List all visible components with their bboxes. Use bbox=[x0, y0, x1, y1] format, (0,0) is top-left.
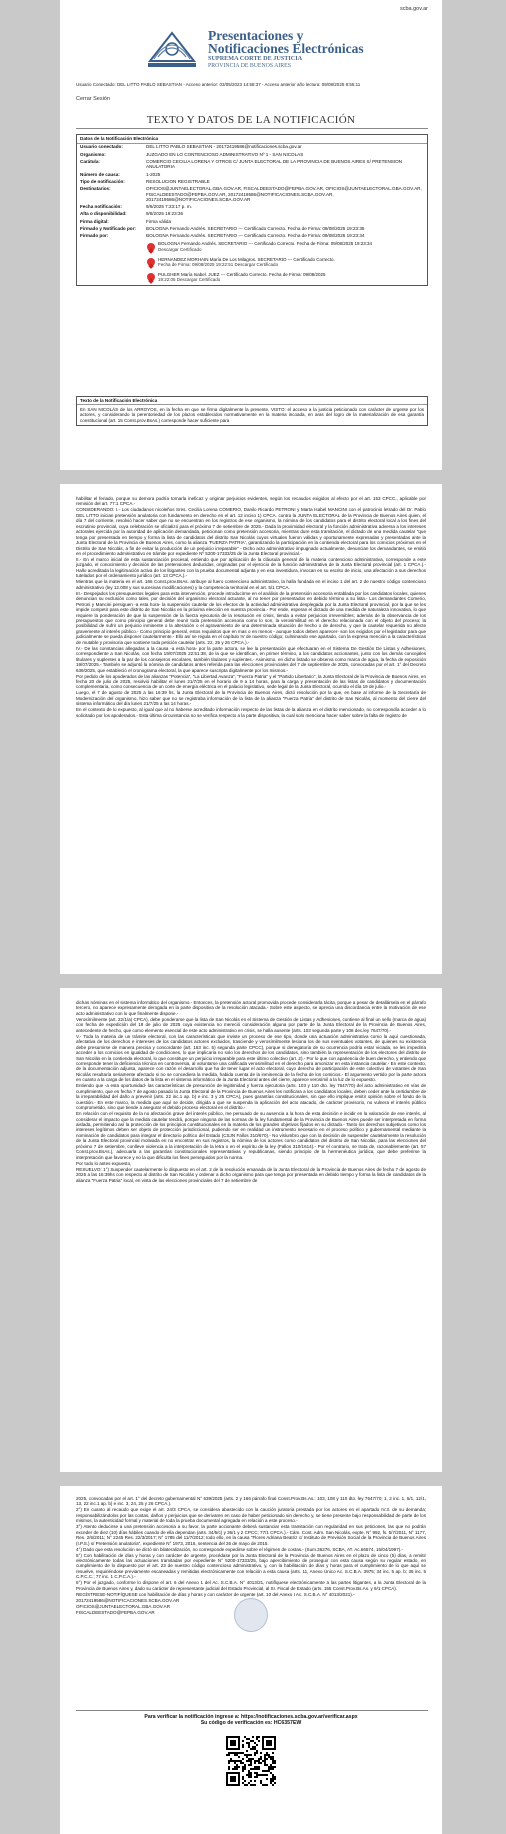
document-page-4 bbox=[60, 1486, 442, 1834]
title-divider bbox=[76, 128, 428, 129]
document-page-3 bbox=[60, 988, 442, 1472]
signature-entry bbox=[147, 270, 427, 285]
metadata-key: Carátula: bbox=[80, 158, 100, 164]
metadata-key: Firma digital: bbox=[80, 218, 109, 224]
signature-entry bbox=[147, 255, 427, 270]
metadata-value: BOLOGNA Fernando Andrés. SECRETARIO --- Certificado Correcto. Fecha de Firma: 09/08/2025 19:23:34 bbox=[146, 233, 365, 239]
verification-block bbox=[90, 1714, 412, 1727]
metadata-row bbox=[77, 151, 427, 158]
metadata-row bbox=[77, 232, 427, 239]
metadata-row bbox=[77, 185, 427, 203]
metadata-row bbox=[77, 158, 427, 171]
body-paragraph: IV.- De las constancias allegadas a la causa -a esta hora- por la parte actora, se lee la presentación que efectuaran en el Sistema De Gestión De Listas y Adhesiones, correspondiente a San Nicolás, con fecha 19/07/2025 22:51:38, de la que se identifican, en primer término, a los candidatos accionantes, junto con los demás concejales titulares y suplentes a la par de los consejeros escolares, también titulares y suplentes.- Asimismo, en dicho listado se observa como marca de agua, la fecha de exposición 19/07/2025.- También se adjuntó la nómina de candidatos antes referida para las elecciones provinciales del 7 de septiembre de 2025, convocadas por el art. 1° del Decreto 639/2025, que estableció el cronograma electoral, la que aparece suscripta digitalmente por los mismos.- bbox=[76, 645, 426, 673]
body-paragraph: 5°) Con habilitación de días y horas y con carácter de urgente, procédase por la Junta Electoral de la Provincia de Buenos Aires en el plazo de cinco (5) días, a remitir electrónicamente todas las actuaciones tramitadas por expediente N° 5200-17333/25, bajo apercibimiento de proseguir con esta causa según su regular estado, en cumplimiento de lo dispuesto por el art. 23 de nuestro código contencioso administrativo, y, con la habilitación de días y horas para el cumplimiento de lo que aquí se resuelve, requiriéndose previamente escaneadas y remitidas electrónicamente con relación a esta causa (arts. 11, Anexo Único Ac. S.C.B.A. 3975; 34 inc. 5 ap. b; 36 inc. 5 C.P.C.C.; 77 inc. 1 C.P.C.A.).- bbox=[76, 1552, 426, 1580]
body-paragraph: 6°) Por el juzgado, conforme lo dispone el art. 6 del Anexo 1 del Ac. S.C.B.A. N° 4013/21, notifíquese electrónicamente a las partes litigantes, a la Junta Electoral de la Provincia de Buenos Aires y, dado su carácter de representante judicial del Estado Provincial, al Sr. Fiscal de Estado (arts. 155 Const.Prov.Bs.As. y 9/1 CPCA). bbox=[76, 1580, 426, 1591]
official-seal-stamp bbox=[234, 1598, 268, 1632]
signature-line: BOLOGNA Fernando Andrés. SECRETARIO --- Certificado Correcto. Fecha de Firma: 09/08/2025 19:23:34 bbox=[158, 241, 373, 247]
metadata-value: COMERCIO CECILIA LORENA Y OTROS C/ JUNTA ELECTORAL DE LA PROVINCIA DE BUENOS AIRES S/ PRETENSION ANULATORIA bbox=[146, 158, 403, 170]
body-paragraph: Mientras que la materia es el art. 166 Const.prov.BsAs. atribuye al fuero contencioso administrativo, la halla fundada en el inciso 1 del art. 2 de nuestro código contencioso administrativo (ley 12.008 y sus sucesivas modificaciones) y la competencia territorial en el art. 5/1 CPCA. bbox=[76, 579, 426, 590]
metadata-row bbox=[77, 225, 427, 232]
access-info: Usuario Conectado: DEL LITTO PABLO SEBASTIAN - Acceso anterior: 03/05/2023 14:58:37 - Acceso anterior año lectura: 09/08/2025 8:55:11 bbox=[76, 82, 361, 87]
verification-code: Su código de verificación es: HC6357EW bbox=[200, 1720, 302, 1727]
body-paragraph: 2025, convocadas por el art. 1° del decreto gubernamental N° 639/2025 (arts. 2 y 166 párrafo final Const.Prov.Bs.As.; 103, 108 y 110 dto. ley 7647/70; 1, 2 inc. 1, 5/1, 12/1, 13, 22 inc.1 ap. b) e inc. 3, 24, 25 y 26 CPCA.). bbox=[76, 1496, 426, 1507]
body-paragraph: CONSIDERANDO: I.- Los ciudadanos nicoleños Sres. Cecilia Lorena COMERIO, Danilo Ricardo PETRONI y Marta Isabel MANCINI con el patrocinio letrado del Dr. Pablo DEL LITTO inician pretensión anulatoria con fundamento en derecho en el art. 12 inciso 1) CPCA. contra la JUNTA ELECTORAL de la Provincia de Buenos Aires quien, el día 7 del corriente, resolvió hacer saber que no se encuentran en los registros de ese organismo, la nómina de los candidatos para el distrito electoral local a los fines del escrutinio provincial, cuya celebración se oficializó para el próximo 7 de setiembre de 2025.- Dada la proximidad electoral y la función administrativa adversa a los intereses actorales ejercida por la autoridad de aplicación demandada, peticionan como pretensión accesoria, mientras dure esta tramitación, el dictado de una medida cautelar "que tenga por presentada en tiempo y forma la lista de candidatos del distrito San Nicolás cuyos virtuales fueron válidas y oportunamente expresadas y presentadas ante la Junta Electoral de la Provincia de Buenos Aires, como la alianza 'FUERZA PATRIA', garantizando la participación en la contienda electoral para los comicios próximos en el Distrito de San Nicolás, a fin de evitar la producción de un perjuicio irreparable" - Dicho acto administrativo impugnado actualmente, denuncian los demandantes, se emitió en el procedimiento administrativo en trámite por expediente Nº 5200-17333/25 de la Junta Electoral provincial.- bbox=[76, 507, 426, 557]
body-paragraph: REGÍSTRESE-NOTIFÍQUESE con habilitación de días y horas y con carácter de urgente (art. 10 del Anexo I Ac. S.C.B.A. N° 4013/2021).- bbox=[76, 1591, 355, 1597]
metadata-key: Firmado y Notificado por: bbox=[80, 225, 136, 231]
page-2-body bbox=[76, 496, 426, 719]
metadata-heading: Datos de la Notificación Electrónica bbox=[77, 135, 427, 144]
metadata-key: Tipo de notificación: bbox=[80, 178, 125, 184]
body-paragraph: En el contexto de lo expuesto, al igual que al no haberse acreditado información respecto de las listas de la alianza en el distrito mencionado, no correspondía acceder a lo solicitado por los apoderados.- Esta última circunstancia no se verifica respecto a la parte dispositiva, la cual solo menciona hacer saber sobre la falta de registro de bbox=[76, 707, 426, 718]
metadata-row bbox=[77, 178, 427, 185]
body-paragraph: OFICIOS@JUNTAELECTORAL.GBA.GOV.AR bbox=[76, 1603, 170, 1609]
notification-text-box bbox=[76, 396, 428, 426]
body-paragraph: Por todo lo antes expuesto, bbox=[76, 1160, 132, 1166]
logout-link[interactable]: Cerrar Sesión bbox=[76, 96, 110, 102]
page-3-body bbox=[76, 1000, 426, 1183]
metadata-row bbox=[77, 144, 427, 151]
metadata-key: Fecha notificación: bbox=[80, 204, 122, 210]
metadata-key: Alta o disponibilidad: bbox=[80, 211, 127, 217]
metadata-value: 9/8/2025 19:23:36 bbox=[146, 211, 184, 217]
signature-seal-icon bbox=[147, 243, 155, 251]
body-paragraph: En relación con el requisito de la no afectación grave del interés público, me persuado de su ausencia a la hora de esta decisión e incidir en la valoración de ese interés, al considerar el impacto que la medida cautelar tendrá, porque ninguna de las normas de la ley fundamental de la Provincia de Buenos Aires puede ser interpretada en forma aislada, permitiendo así la protección de los principios constitucionales en la materia de los grandes objetivos fijados en su dictado.- Tanto los derechos subjetivos como los intereses legítimos deben ser objeto de protección jurisdiccional, pudiendo ser en realidad un instrumento necesario en el proceso político y gubernamental mediante la nominación de candidatos para integrar el directorio político del Estado (CSJN Fallos 310/670).- No vislumbro que con la decisión de suspender cautelarmente la resolución de la Junta Electoral provincial motivada en no encontrar en sus registros, la nómina de los actores como candidatos del distrito de San Nicolás, para las elecciones del próximo 7 de setiembre, conlleve violencia a la interpretación de la letra o en el espíritu de la ley (Fallos 310/1614).- Por el contrario, se trata de, razonablemente (art. 57 Const.prov.BsAs.), adecuarla a las garantías constitucionales representativas y republicanas, siendo principio de la hermenéutica jurídica, que debe preferirse la interpretación que favorece y no la que dificulta los fines perseguidos por la norma. bbox=[76, 1111, 426, 1160]
signature-list bbox=[77, 239, 427, 285]
body-paragraph: II.- En el marco inicial de esta sustanciación procesal, entiendo que por aplicación de la cláusula general de la materia contencioso administrativa, corresponde a este juzgado, el conocimiento y decisión de las pretensiones deducidas, originadas por el ejercicio de la función administrativa de la Junta Electoral provincial (art. 1 CPCA.).- Hallo acreditada la legitimación activa de los litigantes con la prueba documental adjunta y en esa investidura, invocan en su escrito de inicio, una afectación a sus derechos tutelados por el ordenamiento jurídico (art. 13 CPCA.).- bbox=[76, 556, 426, 579]
body-paragraph: Luego, el 7 de agosto de 2025 a las 16:39 hs, la Junta Electoral de la Provincia de Buenos Aires, dictó resolución por la que, en base al informe de la Secretaría de Modernización del organismo, hizo saber que no se registraba información de la lista de la alianza "Fuerza Patria" del distrito de San Nicolás, al momento del cierre del sistema informático del día lunes 21/7/25 a las 14 horas.- bbox=[76, 690, 426, 707]
signature-line: HERNANDEZ MORHAIN María De Los Milagros. SECRETARIO --- Certificado Correcto. bbox=[158, 256, 335, 262]
text-heading: Texto de la Notificación Electrónica bbox=[77, 397, 427, 405]
metadata-key: Firmado por: bbox=[80, 233, 109, 239]
brand-text bbox=[208, 29, 364, 70]
metadata-key: Usuario conectado: bbox=[80, 144, 123, 150]
metadata-value: 1-2025 bbox=[146, 171, 161, 177]
metadata-row bbox=[77, 218, 427, 225]
brand-title-2: Notificaciones Electrónicas bbox=[208, 40, 364, 56]
brand-subtitle-2: PROVINCIA DE BUENOS AIRES bbox=[208, 62, 291, 69]
signature-line: PULGHER María Isabel. JUEZ --- Certificado Correcto. Fecha de Firma: 09/08/2025 bbox=[158, 271, 326, 277]
metadata-row bbox=[77, 211, 427, 218]
download-certificate-link[interactable]: Fecha de Firma: 09/08/2025 19:22:51 Descargar Certificado bbox=[158, 262, 279, 268]
body-paragraph: 3°) Atento deducirse a una pretensión accesoria a su favor, la parte accionante deberá sustanciar esta tramitación con regularidad en sus peticiones, las que no podrán exceder de diez (10) días hábiles cuando de ella dependan (arts. 34/5/c) y 36/1 y 2 CPCC; 77/1 CPCA.).- Cám. Cont. Adm. San Nicolás, expte. N° 992, fs. 5/7/2011, N° 1177, Res. 2/6/2011; N° 2245 Res. 22/3/2017; N° 1785 del 11/7/2012; todo ello, en la causa "Flores Adriana Beatriz c/ Instituto de Previsión Social de la Provincia de Buenos Aires (I.P.S.) s/ Pretensión anulatoria", expediente N° 1973, 2015, sentencia del 26 de mayo de 2015. bbox=[76, 1524, 426, 1546]
document-page-1 bbox=[60, 0, 442, 470]
metadata-value: OFICIOS@JUNTAELECTORAL.GBA.GOV.AR, FISCALDEESTADO@FEPBA.GOV.AR, OFICIOS@JUNTAELECTORAL.GBA.GOV.AR, FISCALDEESTADO@FEPBA.GOV.AR, 20172419586@NOTIFICACIONES.SCBA.GOV.AR, 20172419586@NOTIFICACIONES.SCBA.GOV.AR bbox=[146, 185, 422, 203]
body-paragraph: Por pedido de los apoderados de las alianzas "Potencia", "La Libertad Avanza", "Fuerza Patria" y el "Partido Libertario", la Junta Electoral de la Provincia de Buenos Aires, en fecha 20 de julio de 2025, resolvió habilitar el lunes 21/7/25 en el horario de 9 a 14 horas, para la carga y presentación de las listas de candidatos y documentación complementaria, como consecuencia de un corte de energía eléctrica en el palacio legislativo, sede legal de la Junta Electoral, ocurrido el día 19 de julio.- bbox=[76, 673, 426, 690]
body-paragraph: Entiendo que -a esta oportunidad- las características de presunción de legitimidad y fuerza ejecutoria (arts. 103 y 110 dto. ley 7647/70) del acto administrativo en vías de cumplimiento, que en fecha 7 de agosto pasado la Junta Electoral de la Provincia de Buenos Aires les notificara a los candidatos locales, deben ceder ante la certidumbre de la irreparabilidad del daño a prevenir (arts. 22 inc.1 ap. b) e inc. 3 y 25 CPCA), pues garantías constitucionales, sin que ello implique emitir opinión sobre el fondo de la cuestión.- En este marco, la medida que aquí se decide, dirigida a que se suspenda la aplicación del acto atacado, de carácter provisorio, no vulnera el interés público comprometido, sino que tiende a asegurar el debido proceso electoral en el distrito.- bbox=[76, 1083, 426, 1111]
brand-header bbox=[144, 24, 374, 74]
signature-seal-icon bbox=[147, 273, 155, 281]
body-paragraph: dichas nóminas en el sistema informático del organismo.- Entonces, la pretensión actoral promovida procede considerarla tácita, porque a pesar de detallársela en el párrafo tercero, no aparece expresamente derogada en la parte dispositiva de la resolución atacada.- Sobre este aspecto, se aprecia una discordancia entre la motivación de ese acto administrativo con lo que finalmente dispone.- bbox=[76, 1000, 426, 1016]
metadata-value: JUZGADO EN LO CONTENCIOSO ADMINISTRATIVO Nº 1 - SAN NICOLAS bbox=[146, 151, 304, 157]
download-certificate-link[interactable]: 19:22:05 Descargar Certificado bbox=[158, 277, 221, 283]
metadata-value: RESOLUCION REGISTRABLE bbox=[146, 178, 210, 184]
metadata-value: DEL LITTO PABLO SEBASTIAN - 20172419586@notificaciones.scba.gov.ar bbox=[146, 144, 302, 150]
body-paragraph: 2°) En cuanto al recaudo que exige el art. 24/3 CPCA, se considera abastecido con la caución juratoria prestada por los actores en el apartado IV.3. de su demanda; responsabilizándolos por las costas, daños y perjuicios que se derivaren en caso de haber peticionado sin derecho y, se tiene presente bajo responsabilidad de parte de los mismos, la autenticidad formal y material de toda la prueba documental agregada en relación a este proceso.- bbox=[76, 1507, 426, 1524]
metadata-rows bbox=[77, 144, 427, 240]
metadata-key: Destinatarios: bbox=[80, 185, 111, 191]
metadata-key: Número de causa: bbox=[80, 171, 120, 177]
notification-metadata-table bbox=[76, 134, 428, 286]
intro-paragraph: En SAN NICOLÁS de los ARROYOS, en la fecha en que se firma digitalmente la presente, VISTO: el acceso a la justicia peticionado con carácter de urgente por los actores, y considerando la perentoriedad de los plazos establecidos normativamente en la materia incoada, en aras del logro de la materialización de esa garantía constitucional (art. 15 Const.prov.BsAs.) corresponde hacer suficiente para bbox=[80, 407, 424, 423]
body-paragraph: 20172419586@NOTIFICACIONES.SCBA.GOV.AR bbox=[76, 1597, 180, 1603]
brand-title-1: Presentaciones y bbox=[208, 27, 304, 43]
document-page-2 bbox=[60, 484, 442, 974]
metadata-value: 9/8/2025 7:23:17 p. m. bbox=[146, 204, 192, 210]
body-paragraph: V.- Toda la materia de un trámite electoral, con las características que inviste un proceso de ese tipo, donde una actuación administrativa como la aquí cuestionada, afectativa de los derechos e intereses de los candidatos actores excluidos, trasciende y verosímilmente lesiona los de sus eventuales votantes, de quienes su existencia debe presumirse de manera precisa y concordante (art. 163 inc. 5) segunda parte CPCC), porque si denegatoria de su ocurrencia podría estar viciada, se les impediría acceder a los comicios en igualdad de condiciones, lo que implicaría no solo los derechos de los candidatos, sino también la representación de los electores del distrito de San Nicolás en la contienda electoral, lo que constituye un perjuicio irreparable para este último colectivo (art. 2).- Por lo que con apariencia de buen derecho, y entiendo que corresponde tener la deficiencia técnica en controversia, al voluntarse una calificada verosimilitud en el derecho para amonizar en esta instancia cautelar.- En este contexto, de la documentación adjunta, aparece con razón el desarrollo que ha de tener lugar el acto electoral, cuyo derecho de participación de este colectivo de votantes de San Nicolás resultaría seriamente afectado si no se concediera la medida, habida cuenta de la inminencia de la fecha de los comicios.- El argumento vertido por la parte actora en cuanto a la carga de los datos de la lista en el sistema informático de la Junta Electoral antes del cierre, aparece verosímil a la luz de lo expuesto. bbox=[76, 1033, 426, 1083]
body-paragraph: habilitar el feriado, porque su demora podría tornarla ineficaz y originar perjuicios evidentes, según los recaudos exigidos al efecto por el art. 153 CPCC., aplicable por remisión del art. 77:1 CPCA.- bbox=[76, 496, 426, 507]
scba-logo-icon bbox=[144, 27, 200, 71]
body-paragraph: 4°) Dado que esta resolución se dictó sin bilateralización, no corresponde expedirse sobre el régimen de costas.- (Sum.36276, SCBA, AT. Ac.66574, 15/04/1997).- bbox=[76, 1546, 404, 1552]
body-paragraph: III.- Despejados los presupuestos legales para esta intervención, procede introducirme en el análisis de la pretensión accesoria entablada por los candidatos locales, quienes denuncian su exclusión como tales, por decisión del organismo electoral actuante, al no tener por presentados en debido término a su lista.- Los demandantes Comerio, Petroni y Mancini persiguen -a esta hora- la suspensión cautelar de los efectos de la actividad administrativa desplegada por la Junta Electoral provincial, por la que se les impide competir para este distrito de San Nicolás en la próxima elección en nuestra provincia.- Por ende, esperan el dictado de una medida de naturaleza innovativa, lo que requiere la ponderación de que la suspensión de la fuerza ejecutoria de la resolución en crisis, tienda a evitar perjuicios irreversibles; además de la observancia de los presupuestos que como principio general debe reunir toda pretensión accesoria como lo son, la verosimilitud en el derecho relacionada con el objeto del proceso; la posibilidad de sufrir un perjuicio inminente o la alteración o el agravamiento de una determinada situación de hecho o de derecho, y que la cautelar requerida no afecte gravemente al interés público.- Como principio general, estos requisitos que en mas o en menos - aunque todos deben aparecer- son los exigidos por el legislador para que judicialmente se pueda disponer cautelarmente.- Ello así se regula en el capítulo IV de nuestro código; culminando ese apartado, con la expresa mención a la características de mutable y provisoria que sostiene toda petición cautelar (arts. 22, 25 y 26 CPCA.).- bbox=[76, 590, 426, 645]
qr-code-icon bbox=[226, 1736, 276, 1786]
signature-seal-icon bbox=[147, 258, 155, 266]
body-paragraph: RESUELVO: 1°) Suspender cautelarmente lo dispuesto en el art. 2 de la resolución emanada de la Junta Electoral de la Provincia de Buenos Aires de fecha 7 de agosto de 2025 a las 16:39hs con respecto al distrito de San Nicolás y ordenar a dicho organismo para que tenga por presentada en debido tiempo y forma la lista de candidatos de la alianza "Fuerza Patria" local, en vista de las elecciones provinciales del 7 de setiembre de bbox=[76, 1166, 426, 1183]
bottom-divider bbox=[76, 1710, 428, 1711]
body-paragraph: FISCALDEESTADO@FEPBA.GOV.AR bbox=[76, 1609, 155, 1615]
metadata-row bbox=[77, 171, 427, 178]
document-title: TEXTO Y DATOS DE LA NOTIFICACIÓN bbox=[146, 114, 356, 126]
download-certificate-link[interactable]: Descargar Certificado bbox=[158, 247, 202, 253]
signature-entry bbox=[147, 239, 427, 254]
metadata-value: Firma válida bbox=[146, 218, 172, 224]
metadata-key: Organismo: bbox=[80, 151, 106, 157]
verification-url[interactable]: Para verificar la notificación ingrese a: https://notificaciones.scba.gov.ar/verificar.aspx bbox=[144, 1714, 358, 1720]
site-url: scba.gov.ar bbox=[399, 6, 428, 12]
metadata-row bbox=[77, 204, 427, 211]
body-paragraph: Verosímilmente (art. 22/1/a) CPCA), debe ponderarse que la lista de San Nicolás en el Sistema de Gestión de Listas y Adhesiones, contiene al final un sello (marca de agua) con fecha de expedición del 19 de julio de 2025 cuya existencia no mereció consideración alguna por parte de la Junta Electoral de la Provincia de Buenos Aires, antecedente de hecho, que como elemento esencial de este acto administrativo en crisis, se halla ausente (arts. 103 segunda parte y 108 dec.ley 7647/70).- bbox=[76, 1016, 426, 1033]
metadata-value: BOLOGNA Fernando Andrés. SECRETARIO --- Certificado Correcto. Fecha de Firma: 09/08/2025 19:23:35 bbox=[146, 225, 365, 231]
brand-subtitle-1: SUPREMA CORTE DE JUSTICIA bbox=[208, 54, 303, 62]
